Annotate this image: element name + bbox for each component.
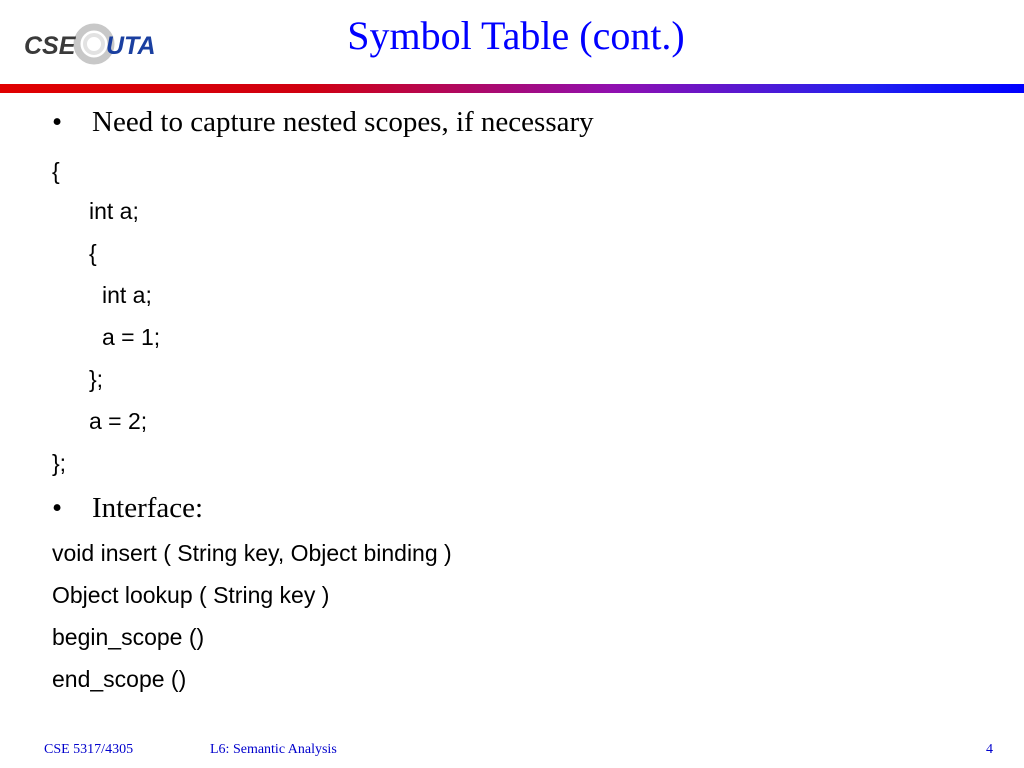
code-line: }; xyxy=(52,450,67,476)
bullet-icon: • xyxy=(52,492,63,524)
code-line: int a; xyxy=(102,282,152,308)
logo-text-right: UTA xyxy=(106,32,156,60)
footer-page-number: 4 xyxy=(986,742,993,757)
logo-text-left: CSE xyxy=(24,32,76,60)
slide-title: Symbol Table (cont.) xyxy=(347,13,685,58)
footer-course: CSE 5317/4305 xyxy=(44,742,134,757)
footer-lecture: L6: Semantic Analysis xyxy=(210,742,337,757)
bullet-text: Interface: xyxy=(92,492,204,524)
interface-line: Object lookup ( String key ) xyxy=(52,582,330,608)
interface-line: end_scope () xyxy=(52,666,187,692)
bullet-item xyxy=(52,106,752,142)
code-line: { xyxy=(52,158,60,184)
interface-line: begin_scope () xyxy=(52,624,205,650)
code-line: int a; xyxy=(89,198,139,224)
code-line: a = 2; xyxy=(89,408,148,434)
code-line: a = 1; xyxy=(102,324,161,350)
code-line: }; xyxy=(89,366,104,392)
code-line: { xyxy=(89,240,97,266)
header-divider xyxy=(0,84,1024,93)
bullet-text: Need to capture nested scopes, if necessary xyxy=(92,106,594,138)
interface-line: void insert ( String key, Object binding ) xyxy=(52,540,452,566)
bullet-icon: • xyxy=(52,106,63,138)
bullet-item xyxy=(52,492,352,528)
